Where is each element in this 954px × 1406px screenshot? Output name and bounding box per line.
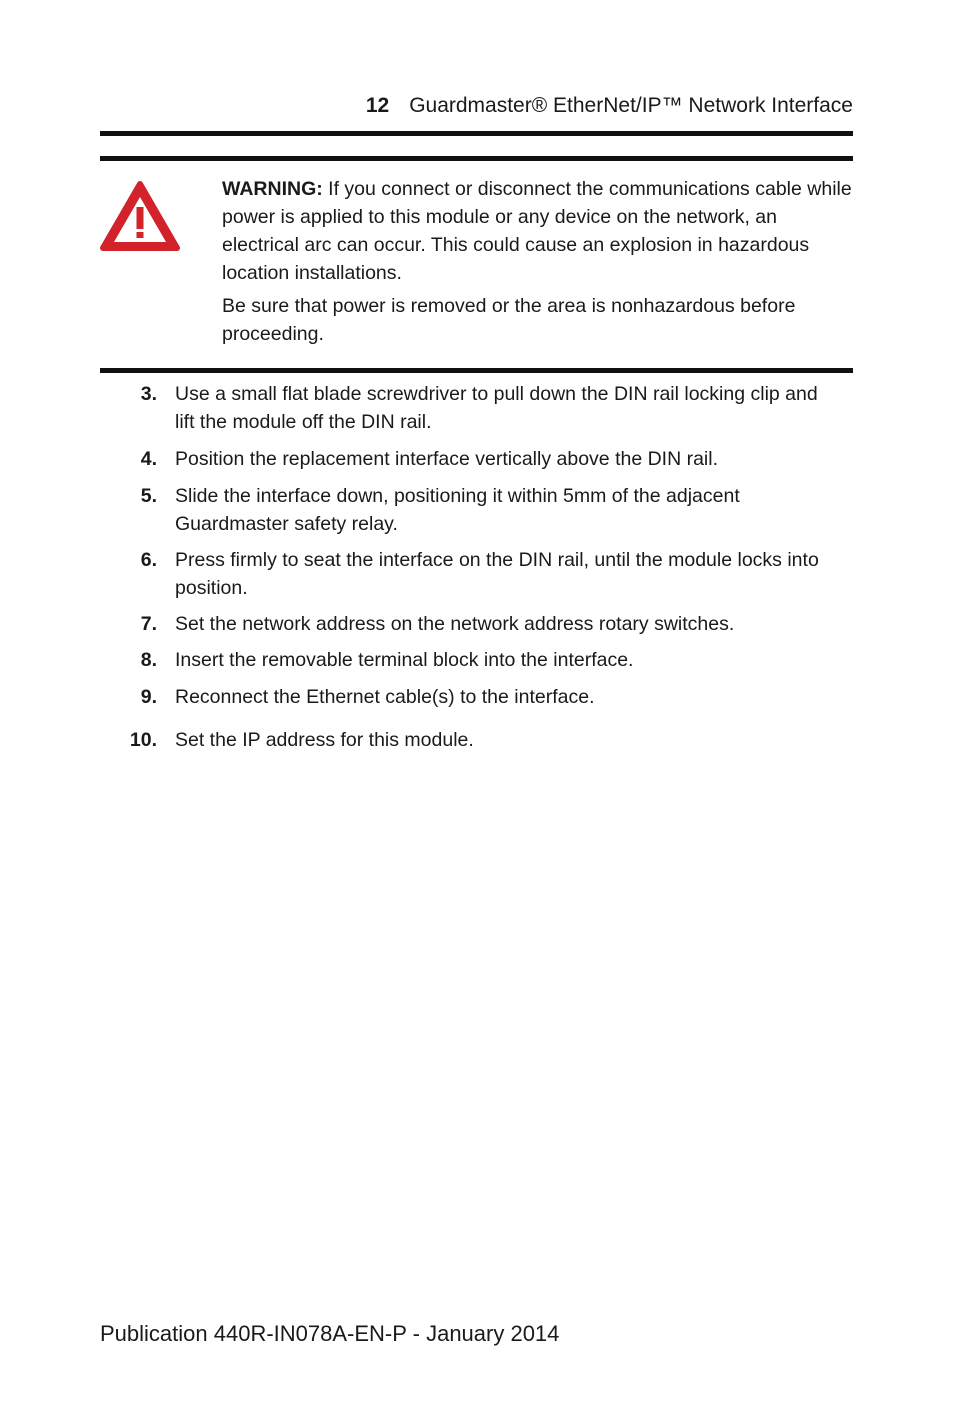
step-number: 8. — [140, 649, 157, 671]
step-text: Set the IP address for this module. — [175, 729, 474, 751]
document-title: Guardmaster® EtherNet/IP™ Network Interface — [409, 94, 853, 117]
step-text: Slide the interface down, positioning it within 5mm of the adjacent Guardmaster safety relay. — [175, 485, 740, 535]
warning-paragraph-1 — [222, 175, 854, 287]
step-text: Use a small flat blade screwdriver to pull down the DIN rail locking clip and lift the module off the DIN rail. — [175, 383, 818, 433]
header-rule — [100, 131, 853, 136]
step-number: 10. — [129, 729, 157, 751]
warning-bottom-rule — [100, 368, 853, 373]
page-number: 12 — [365, 94, 390, 117]
warning-text-1: If you connect or disconnect the communications cable while power is applied to this module or any device on the network, an electrical arc can occur. This could cause an explosion in hazardous location installations. — [222, 178, 852, 284]
step-number: 5. — [140, 485, 157, 507]
warning-triangle-icon — [100, 180, 180, 252]
step-text: Press firmly to seat the interface on the DIN rail, until the module locks into position. — [175, 549, 819, 599]
warning-message — [222, 175, 854, 348]
step-text: Position the replacement interface vertically above the DIN rail. — [175, 448, 719, 470]
step-number: 9. — [140, 686, 157, 708]
step-text: Reconnect the Ethernet cable(s) to the interface. — [175, 686, 595, 708]
warning-label: WARNING: — [222, 178, 323, 200]
step-text: Set the network address on the network address rotary switches. — [175, 613, 735, 635]
page-header — [366, 92, 853, 120]
step-number: 3. — [140, 383, 157, 405]
warning-top-rule — [100, 156, 853, 161]
step-number: 6. — [140, 549, 157, 571]
step-number: 7. — [140, 613, 157, 635]
step-number: 4. — [140, 448, 157, 470]
publication-footer: Publication 440R-IN078A-EN-P - January 2014 — [100, 1321, 560, 1346]
step-text: Insert the removable terminal block into the interface. — [175, 649, 634, 671]
warning-paragraph-2: Be sure that power is removed or the area is nonhazardous before proceeding. — [222, 295, 796, 345]
